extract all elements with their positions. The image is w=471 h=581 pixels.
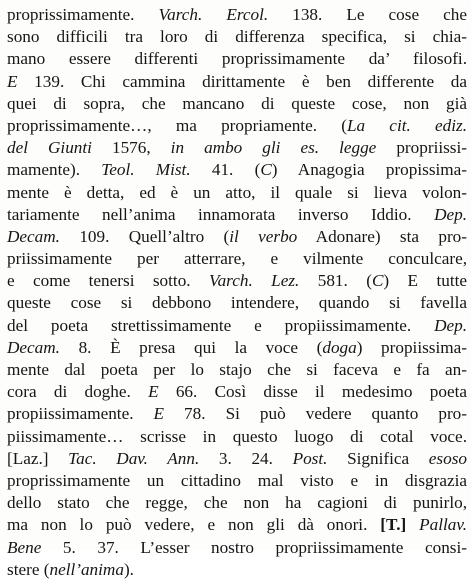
text-segment: 109. Quell’altro ( — [59, 226, 230, 246]
italic-segment: La cit. ediz. — [346, 115, 467, 135]
text-segment: ma non lo può vedere, e non gli dà onori. — [7, 515, 381, 535]
text-segment: proprissimamente…, ma propriamente. ( — [7, 115, 347, 135]
text-line — [7, 381, 467, 403]
text-segment: 8. È presa qui la voce ( — [59, 337, 323, 357]
italic-segment: Post. — [292, 448, 328, 468]
text-line — [7, 248, 467, 270]
text-line — [7, 337, 467, 359]
italic-segment: Varch. Ercol. — [158, 5, 269, 24]
text-segment: del poeta strettissimamente e propiissimamente. — [7, 315, 435, 335]
text-segment: cora di doghe. — [7, 382, 149, 402]
text-segment: e come tenersi sotto. — [7, 271, 209, 291]
italic-segment: Dep. — [434, 315, 467, 335]
text-segment: ) propiissima- — [356, 337, 467, 357]
text-line — [7, 470, 467, 492]
text-line — [7, 159, 467, 181]
text-line — [7, 315, 467, 337]
text-line — [7, 492, 467, 514]
italic-segment: esoso — [428, 448, 467, 468]
text-segment: 138. Le cose che — [268, 5, 467, 24]
bold-segment: [T.] — [380, 515, 407, 535]
text-segment: sono difficili tra loro di differenza specifica, si chia- — [7, 27, 467, 47]
text-segment: dello stato che regge, che non ha cagioni di punirlo, — [7, 493, 467, 513]
italic-segment: doga — [322, 337, 357, 357]
text-line — [7, 359, 467, 381]
text-segment: tariamente nell’anima innamorata inverso Iddio. — [7, 204, 435, 224]
text-segment: ). — [123, 559, 134, 579]
italic-segment: Decam. — [7, 226, 60, 246]
text-segment: proprissimamente. — [7, 5, 159, 24]
text-segment: mamente). — [7, 160, 102, 180]
text-segment: 78. Si può vedere quanto pro- — [164, 404, 468, 424]
italic-segment: il verbo — [229, 226, 298, 246]
italic-segment: E — [148, 382, 159, 402]
italic-segment: C — [260, 160, 272, 180]
italic-segment: del Giunti — [7, 138, 92, 158]
italic-segment: Pallav. — [419, 515, 467, 535]
italic-segment: Dep. — [434, 204, 467, 224]
text-segment: [Laz.] — [7, 448, 69, 468]
text-line — [7, 26, 467, 48]
text-segment: propiissimamente. — [7, 404, 154, 424]
text-line — [7, 448, 467, 470]
italic-segment: C — [371, 271, 384, 291]
text-line — [7, 270, 467, 292]
italic-segment: nell’anima — [49, 559, 124, 579]
text-segment: 581. ( — [299, 271, 372, 291]
italic-segment: in ambo gli es. legge — [170, 138, 377, 158]
italic-segment: Teol. Mist. — [101, 160, 191, 180]
italic-segment: E — [153, 404, 165, 424]
text-segment: Adonare) sta pro- — [297, 226, 467, 246]
text-segment: 139. Chi cammina dirittamente è ben differente da — [17, 71, 467, 91]
text-segment: queste cose si debbono intendere, quando si favella — [7, 293, 467, 313]
text-line — [7, 48, 467, 70]
text-segment: 3. 24. — [199, 448, 293, 468]
text-line — [7, 204, 467, 226]
text-line — [7, 559, 467, 581]
text-line — [7, 71, 467, 93]
text-segment: proprissimamente un cittadino mal visto e in disgrazia — [7, 470, 467, 490]
italic-segment: E — [7, 71, 18, 91]
text-line — [7, 226, 467, 248]
text-segment: quei di sopra, che mancano di queste cose, non già — [7, 93, 467, 113]
text-line — [7, 426, 467, 448]
text-segment: 66. Così disse il medesimo poeta — [158, 382, 467, 402]
text-segment: 1576, — [91, 138, 171, 158]
text-segment: mente dal poeta per lo stajo che si faceva e fa an- — [7, 360, 467, 379]
text-segment — [406, 515, 419, 534]
italic-segment: Varch. Lez. — [209, 271, 300, 291]
text-segment: mano essere differenti proprissimamente da’ filosofi. — [7, 49, 467, 69]
text-segment: priissimamente per atterrare, e vilmente conculcare, — [7, 249, 467, 269]
text-segment: piissimamente… scrisse in questo luogo di cotal voce. — [7, 426, 467, 446]
italic-segment: Decam. — [7, 337, 60, 357]
text-line — [7, 182, 467, 204]
text-segment: Significa — [327, 448, 429, 468]
text-segment: 5. 37. L’esser nostro propriissimamente consi- — [41, 537, 467, 557]
dictionary-entry-text — [7, 4, 467, 581]
text-line — [7, 403, 467, 425]
italic-segment: Bene — [7, 537, 42, 557]
text-line — [7, 514, 467, 536]
text-segment: stere ( — [7, 559, 50, 579]
text-segment: mente è detta, ed è un atto, il quale si lieva volon- — [7, 182, 467, 202]
text-segment: propriissi- — [376, 138, 467, 158]
text-line — [7, 93, 467, 115]
text-segment: 41. ( — [190, 160, 261, 180]
italic-segment: Tac. Dav. Ann. — [68, 448, 200, 468]
text-line — [7, 137, 467, 159]
text-line — [7, 537, 467, 559]
text-line — [7, 115, 467, 137]
text-segment: ) E tutte — [383, 271, 467, 291]
text-line — [7, 4, 467, 26]
text-segment: ) Anagogia propissima- — [271, 160, 467, 180]
text-line — [7, 292, 467, 314]
